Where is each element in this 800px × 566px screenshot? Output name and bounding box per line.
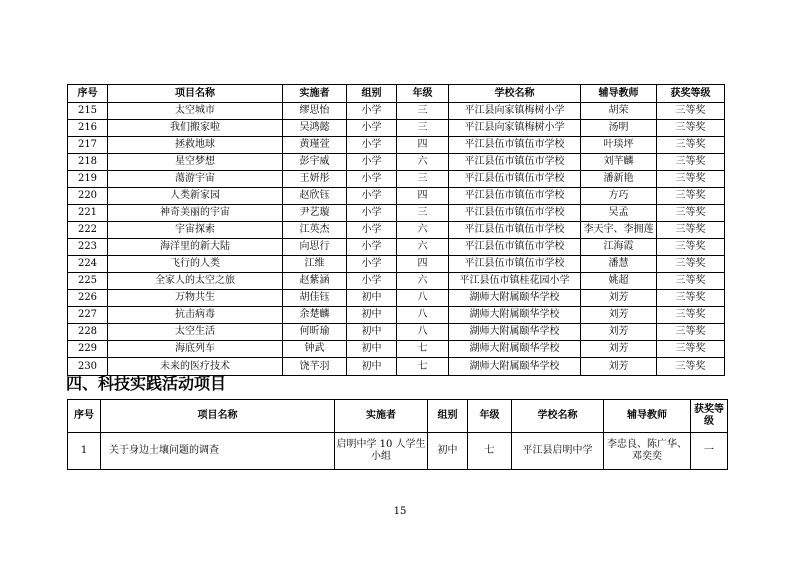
header-cell: 序号 [68, 85, 108, 103]
table-cell: 七 [397, 341, 449, 358]
table-cell: 湖师大附属颐华学校 [449, 358, 581, 376]
table-cell: 1 [68, 433, 101, 470]
table-cell: 三等奖 [657, 222, 725, 239]
table-cell: 三等奖 [657, 273, 725, 290]
table-row [68, 341, 725, 358]
table-cell: 六 [397, 273, 449, 290]
table-cell: 刘芳 [581, 341, 657, 358]
table-cell: 湖师大附属颐华学校 [449, 307, 581, 324]
table-cell: 吴孟 [581, 205, 657, 222]
table-cell: 钟武 [283, 341, 347, 358]
table-cell: 218 [68, 154, 108, 171]
header-cell: 辅导教师 [581, 85, 657, 103]
table-cell: 江海霞 [581, 239, 657, 256]
table-body [68, 103, 725, 376]
table-row [68, 256, 725, 273]
table-cell: 224 [68, 256, 108, 273]
table-cell: 三等奖 [657, 239, 725, 256]
table-cell: 刘芳 [581, 307, 657, 324]
table-cell: 姚超 [581, 273, 657, 290]
table-cell: 平江县伍市镇伍市学校 [449, 137, 581, 154]
table-cell: 潘新艳 [581, 171, 657, 188]
table-header-row [68, 400, 728, 433]
table-cell: 刘芳 [581, 290, 657, 307]
section-title: 四、科技实践活动项目 [66, 374, 227, 393]
table-cell: 223 [68, 239, 108, 256]
table-row [68, 222, 725, 239]
table-cell: 太空城市 [108, 103, 283, 120]
table-row [68, 239, 725, 256]
table-cell: 吴鸿懿 [283, 120, 347, 137]
table-cell: 215 [68, 103, 108, 120]
table-cell: 我们搬家啦 [108, 120, 283, 137]
table-cell: 小学 [347, 256, 397, 273]
table-cell: 三 [397, 205, 449, 222]
header-cell: 序号 [68, 400, 101, 433]
table-cell: 彭宇威 [283, 154, 347, 171]
table-cell: 赵紫涵 [283, 273, 347, 290]
table-cell: 225 [68, 273, 108, 290]
table-cell: 平江县伍市镇伍市学校 [449, 154, 581, 171]
table-cell: 小学 [347, 103, 397, 120]
page-number: 15 [393, 506, 407, 517]
header-cell: 实施者 [283, 85, 347, 103]
table-cell: 海洋里的新大陆 [108, 239, 283, 256]
table-cell: 小学 [347, 137, 397, 154]
awards-table-art [67, 84, 725, 376]
table-cell: 飞行的人类 [108, 256, 283, 273]
table-cell: 四 [397, 188, 449, 205]
table-cell: 三等奖 [657, 120, 725, 137]
table-row [68, 433, 728, 470]
table-cell: 六 [397, 154, 449, 171]
table-row [68, 273, 725, 290]
table-cell: 平江县伍市镇伍市学校 [449, 222, 581, 239]
header-cell: 获奖等级 [657, 85, 725, 103]
table-cell: 缪思怡 [283, 103, 347, 120]
table-cell: 八 [397, 290, 449, 307]
table-cell: 初中 [347, 307, 397, 324]
table-cell: 六 [397, 239, 449, 256]
table-cell: 刘芳 [581, 358, 657, 376]
table-cell: 向思行 [283, 239, 347, 256]
table-cell: 219 [68, 171, 108, 188]
table-row [68, 120, 725, 137]
table-cell: 三等奖 [657, 256, 725, 273]
table-cell: 小学 [347, 205, 397, 222]
header-cell: 年级 [468, 400, 512, 433]
table-cell: 三等奖 [657, 171, 725, 188]
table-cell: 何昕瑜 [283, 324, 347, 341]
table-cell: 全家人的太空之旅 [108, 273, 283, 290]
table-row [68, 324, 725, 341]
table-cell: 222 [68, 222, 108, 239]
table-cell: 小学 [347, 154, 397, 171]
table-cell: 赵欣钰 [283, 188, 347, 205]
header-cell: 实施者 [335, 400, 428, 433]
table-cell: 217 [68, 137, 108, 154]
table-row [68, 103, 725, 120]
table-cell: 胡佳钰 [283, 290, 347, 307]
header-cell: 组别 [347, 85, 397, 103]
table-cell: 平江县伍市镇伍市学校 [449, 256, 581, 273]
table-cell: 汤明 [581, 120, 657, 137]
table-cell: 四 [397, 256, 449, 273]
table-cell: 七 [397, 358, 449, 376]
table-cell: 湖师大附属颐华学校 [449, 324, 581, 341]
table-cell: 小学 [347, 171, 397, 188]
table-cell: 平江县向家镇梅树小学 [449, 120, 581, 137]
table-cell: 李忠良、陈广华、邓奕奕 [604, 433, 691, 470]
table-cell: 叶琰坪 [581, 137, 657, 154]
table-cell: 星空梦想 [108, 154, 283, 171]
table-cell: 江英杰 [283, 222, 347, 239]
table-cell: 216 [68, 120, 108, 137]
table-cell: 小学 [347, 222, 397, 239]
table-cell: 人类新家园 [108, 188, 283, 205]
table-cell: 余楚麟 [283, 307, 347, 324]
table-cell: 神奇美丽的宇宙 [108, 205, 283, 222]
table-cell: 227 [68, 307, 108, 324]
table-cell: 小学 [347, 239, 397, 256]
table-cell: 221 [68, 205, 108, 222]
table-cell: 平江县伍市镇伍市学校 [449, 188, 581, 205]
header-cell: 组别 [428, 400, 468, 433]
table-cell: 万物共生 [108, 290, 283, 307]
table-cell: 七 [468, 433, 512, 470]
header-cell: 学校名称 [449, 85, 581, 103]
table-cell: 尹艺璇 [283, 205, 347, 222]
practice-activity-table [67, 399, 728, 470]
table-cell: 湖师大附属颐华学校 [449, 341, 581, 358]
header-cell: 获奖等级 [691, 400, 728, 433]
table-cell: 三等奖 [657, 188, 725, 205]
table-row [68, 137, 725, 154]
table-cell: 启明中学 10 人学生小组 [335, 433, 428, 470]
table-cell: 初中 [428, 433, 468, 470]
header-cell: 项目名称 [101, 400, 335, 433]
table-cell: 黄瑾萱 [283, 137, 347, 154]
table-cell: 三等奖 [657, 103, 725, 120]
table-cell: 平江县启明中学 [512, 433, 604, 470]
table-cell: 李天宇、李拥莲 [581, 222, 657, 239]
table-cell: 海底列车 [108, 341, 283, 358]
table-cell: 抗击病毒 [108, 307, 283, 324]
table-cell: 三等奖 [657, 358, 725, 376]
table-row [68, 205, 725, 222]
table-cell: 小学 [347, 188, 397, 205]
table-cell: 三等奖 [657, 137, 725, 154]
table-cell: 胡荣 [581, 103, 657, 120]
table-cell: 宇宙探索 [108, 222, 283, 239]
table-row [68, 154, 725, 171]
table-cell: 初中 [347, 324, 397, 341]
table-cell: 平江县伍市镇伍市学校 [449, 171, 581, 188]
table-cell: 平江县向家镇梅树小学 [449, 103, 581, 120]
table-cell: 初中 [347, 341, 397, 358]
table-cell: 初中 [347, 290, 397, 307]
header-cell: 年级 [397, 85, 449, 103]
table-cell: 226 [68, 290, 108, 307]
table-row [68, 307, 725, 324]
table-cell: 228 [68, 324, 108, 341]
table-row [68, 290, 725, 307]
table-cell: 王妍彤 [283, 171, 347, 188]
table-cell: 三等奖 [657, 205, 725, 222]
table-cell: 三等奖 [657, 324, 725, 341]
table-cell: 湖师大附属颐华学校 [449, 290, 581, 307]
table-cell: 太空生活 [108, 324, 283, 341]
table-row [68, 188, 725, 205]
table-cell: 一 [691, 433, 728, 470]
table-cell: 方巧 [581, 188, 657, 205]
table-cell: 饶芊羽 [283, 358, 347, 376]
table-cell: 关于身边土壤问题的调查 [101, 433, 335, 470]
table-row [68, 171, 725, 188]
table-cell: 220 [68, 188, 108, 205]
header-cell: 项目名称 [108, 85, 283, 103]
table-cell: 三等奖 [657, 307, 725, 324]
table-cell: 初中 [347, 358, 397, 376]
table-cell: 小学 [347, 120, 397, 137]
table-cell: 三等奖 [657, 341, 725, 358]
table-header-row [68, 85, 725, 103]
table-cell: 三 [397, 171, 449, 188]
table-cell: 小学 [347, 273, 397, 290]
table-cell: 刘芊麟 [581, 154, 657, 171]
table-cell: 平江县伍市镇桂花园小学 [449, 273, 581, 290]
table-cell: 平江县伍市镇伍市学校 [449, 205, 581, 222]
table-cell: 230 [68, 358, 108, 376]
table-cell: 八 [397, 324, 449, 341]
table-cell: 蕩游宇宙 [108, 171, 283, 188]
table-cell: 六 [397, 222, 449, 239]
table-cell: 未来的医疗技术 [108, 358, 283, 376]
table-cell: 拯救地球 [108, 137, 283, 154]
table-cell: 三等奖 [657, 154, 725, 171]
table-cell: 八 [397, 307, 449, 324]
header-cell: 辅导教师 [604, 400, 691, 433]
table-cell: 229 [68, 341, 108, 358]
table-cell: 三等奖 [657, 290, 725, 307]
table-cell: 三 [397, 103, 449, 120]
table-cell: 江维 [283, 256, 347, 273]
table-cell: 平江县伍市镇伍市学校 [449, 239, 581, 256]
table-cell: 四 [397, 137, 449, 154]
table-cell: 刘芳 [581, 324, 657, 341]
table-cell: 三 [397, 120, 449, 137]
table-cell: 潘慧 [581, 256, 657, 273]
header-cell: 学校名称 [512, 400, 604, 433]
